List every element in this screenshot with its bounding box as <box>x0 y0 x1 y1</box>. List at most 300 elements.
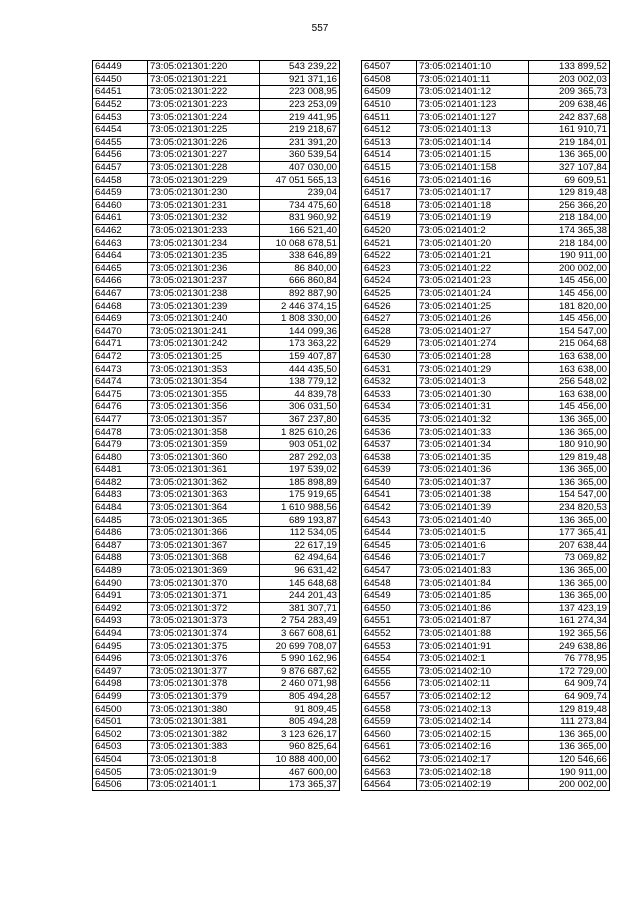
cadastral-value-cell: 407 030,00 <box>260 161 340 174</box>
row-number-cell: 64502 <box>93 728 148 741</box>
row-number-cell: 64561 <box>362 741 417 754</box>
row-number-cell: 64543 <box>362 514 417 527</box>
cadastral-value-cell: 249 638,86 <box>529 640 610 653</box>
table-row <box>93 741 340 754</box>
row-number-cell: 64521 <box>362 237 417 250</box>
cadastral-number-cell: 73:05:021301:354 <box>148 375 260 388</box>
table-row <box>362 665 610 678</box>
cadastral-value-cell: 133 899,52 <box>529 61 610 74</box>
cadastral-number-cell: 73:05:021401:2 <box>417 224 529 237</box>
cadastral-number-cell: 73:05:021301:357 <box>148 413 260 426</box>
cadastral-value-cell: 129 819,48 <box>529 451 610 464</box>
cadastral-number-cell: 73:05:021301:25 <box>148 350 260 363</box>
table-row <box>362 350 610 363</box>
row-number-cell: 64532 <box>362 375 417 388</box>
cadastral-number-cell: 73:05:021301:231 <box>148 199 260 212</box>
cadastral-value-cell: 145 456,00 <box>529 312 610 325</box>
table-row <box>93 73 340 86</box>
row-number-cell: 64476 <box>93 401 148 414</box>
cadastral-number-cell: 73:05:021301:379 <box>148 690 260 703</box>
row-number-cell: 64528 <box>362 325 417 338</box>
cadastral-number-cell: 73:05:021301:360 <box>148 451 260 464</box>
table-row <box>93 665 340 678</box>
cadastral-number-cell: 73:05:021401:21 <box>417 249 529 262</box>
cadastral-number-cell: 73:05:021301:232 <box>148 212 260 225</box>
row-number-cell: 64524 <box>362 275 417 288</box>
row-number-cell: 64515 <box>362 161 417 174</box>
table-row <box>362 766 610 779</box>
row-number-cell: 64558 <box>362 703 417 716</box>
cadastral-number-cell: 73:05:021301:9 <box>148 766 260 779</box>
cadastral-value-cell: 175 919,65 <box>260 489 340 502</box>
cadastral-number-cell: 73:05:021401:33 <box>417 426 529 439</box>
table-row <box>362 249 610 262</box>
cadastral-value-cell: 200 002,00 <box>529 778 610 791</box>
cadastral-value-cell: 306 031,50 <box>260 401 340 414</box>
cadastral-value-cell: 239,04 <box>260 186 340 199</box>
cadastral-value-cell: 137 423,19 <box>529 602 610 615</box>
cadastral-number-cell: 73:05:021301:226 <box>148 136 260 149</box>
cadastral-value-cell: 805 494,28 <box>260 715 340 728</box>
row-number-cell: 64456 <box>93 149 148 162</box>
table-row <box>362 741 610 754</box>
table-row <box>362 577 610 590</box>
row-number-cell: 64546 <box>362 552 417 565</box>
table-row <box>362 73 610 86</box>
cadastral-value-cell: 172 729,00 <box>529 665 610 678</box>
table-row <box>362 312 610 325</box>
row-number-cell: 64492 <box>93 602 148 615</box>
table-row <box>362 451 610 464</box>
table-row <box>362 753 610 766</box>
table-row <box>362 728 610 741</box>
table-row <box>93 678 340 691</box>
row-number-cell: 64549 <box>362 589 417 602</box>
row-number-cell: 64529 <box>362 338 417 351</box>
cadastral-number-cell: 73:05:021401:16 <box>417 174 529 187</box>
cadastral-value-cell: 2 754 283,49 <box>260 615 340 628</box>
cadastral-value-cell: 892 887,90 <box>260 287 340 300</box>
table-row <box>362 476 610 489</box>
row-number-cell: 64541 <box>362 489 417 502</box>
cadastral-value-cell: 145 456,00 <box>529 287 610 300</box>
cadastral-number-cell: 73:05:021401:91 <box>417 640 529 653</box>
cadastral-number-cell: 73:05:021301:222 <box>148 86 260 99</box>
cadastral-value-cell: 256 366,20 <box>529 199 610 212</box>
cadastral-value-cell: 360 539,54 <box>260 149 340 162</box>
table-row <box>93 199 340 212</box>
row-number-cell: 64489 <box>93 564 148 577</box>
cadastral-number-cell: 73:05:021301:380 <box>148 703 260 716</box>
cadastral-number-cell: 73:05:021401:25 <box>417 300 529 313</box>
table-row <box>362 703 610 716</box>
cadastral-number-cell: 73:05:021402:13 <box>417 703 529 716</box>
table-row <box>93 640 340 653</box>
table-row <box>93 728 340 741</box>
row-number-cell: 64467 <box>93 287 148 300</box>
cadastral-value-cell: 2 460 071,98 <box>260 678 340 691</box>
row-number-cell: 64533 <box>362 388 417 401</box>
cadastral-number-cell: 73:05:021301:356 <box>148 401 260 414</box>
table-row <box>93 98 340 111</box>
row-number-cell: 64480 <box>93 451 148 464</box>
cadastral-value-cell: 163 638,00 <box>529 388 610 401</box>
cadastral-number-cell: 73:05:021401:31 <box>417 401 529 414</box>
cadastral-value-cell: 192 365,56 <box>529 627 610 640</box>
row-number-cell: 64544 <box>362 526 417 539</box>
cadastral-number-cell: 73:05:021402:12 <box>417 690 529 703</box>
cadastral-number-cell: 73:05:021401:38 <box>417 489 529 502</box>
cadastral-value-cell: 96 631,42 <box>260 564 340 577</box>
table-row <box>362 413 610 426</box>
table-row <box>93 287 340 300</box>
table-row <box>362 98 610 111</box>
table-row <box>362 438 610 451</box>
table-row <box>93 61 340 74</box>
cadastral-number-cell: 73:05:021301:383 <box>148 741 260 754</box>
cadastral-number-cell: 73:05:021301:228 <box>148 161 260 174</box>
row-number-cell: 64504 <box>93 753 148 766</box>
row-number-cell: 64531 <box>362 363 417 376</box>
table-row <box>93 489 340 502</box>
cadastral-value-cell: 190 911,00 <box>529 249 610 262</box>
table-row <box>362 615 610 628</box>
table-row <box>362 388 610 401</box>
row-number-cell: 64485 <box>93 514 148 527</box>
row-number-cell: 64540 <box>362 476 417 489</box>
row-number-cell: 64525 <box>362 287 417 300</box>
cadastral-value-cell: 1 808 330,00 <box>260 312 340 325</box>
cadastral-value-cell: 180 910,90 <box>529 438 610 451</box>
table-row <box>93 627 340 640</box>
table-row <box>362 224 610 237</box>
table-row <box>93 501 340 514</box>
cadastral-value-cell: 20 699 708,07 <box>260 640 340 653</box>
cadastral-number-cell: 73:05:021301:373 <box>148 615 260 628</box>
cadastral-value-cell: 219 184,01 <box>529 136 610 149</box>
table-row <box>362 514 610 527</box>
cadastral-value-cell: 543 239,22 <box>260 61 340 74</box>
cadastral-value-cell: 181 820,00 <box>529 300 610 313</box>
row-number-cell: 64497 <box>93 665 148 678</box>
table-row <box>93 174 340 187</box>
table-row <box>93 149 340 162</box>
cadastral-value-cell: 44 839,78 <box>260 388 340 401</box>
row-number-cell: 64452 <box>93 98 148 111</box>
table-row <box>93 703 340 716</box>
table-row <box>362 111 610 124</box>
table-row <box>362 426 610 439</box>
cadastral-number-cell: 73:05:021401:10 <box>417 61 529 74</box>
row-number-cell: 64458 <box>93 174 148 187</box>
cadastral-value-cell: 120 546,66 <box>529 753 610 766</box>
table-row <box>93 602 340 615</box>
cadastral-number-cell: 73:05:021301:8 <box>148 753 260 766</box>
row-number-cell: 64483 <box>93 489 148 502</box>
cadastral-number-cell: 73:05:021402:18 <box>417 766 529 779</box>
cadastral-value-cell: 154 547,00 <box>529 325 610 338</box>
cadastral-value-cell: 903 051,02 <box>260 438 340 451</box>
table-row <box>93 111 340 124</box>
row-number-cell: 64557 <box>362 690 417 703</box>
row-number-cell: 64479 <box>93 438 148 451</box>
row-number-cell: 64534 <box>362 401 417 414</box>
row-number-cell: 64553 <box>362 640 417 653</box>
row-number-cell: 64470 <box>93 325 148 338</box>
row-number-cell: 64511 <box>362 111 417 124</box>
cadastral-value-cell: 76 778,95 <box>529 652 610 665</box>
cadastral-number-cell: 73:05:021401:12 <box>417 86 529 99</box>
cadastral-value-cell: 223 253,09 <box>260 98 340 111</box>
cadastral-number-cell: 73:05:021301:229 <box>148 174 260 187</box>
table-row <box>93 161 340 174</box>
table-row <box>362 186 610 199</box>
row-number-cell: 64554 <box>362 652 417 665</box>
cadastral-value-cell: 218 184,00 <box>529 212 610 225</box>
cadastral-number-cell: 73:05:021402:1 <box>417 652 529 665</box>
cadastral-number-cell: 73:05:021402:15 <box>417 728 529 741</box>
cadastral-number-cell: 73:05:021301:241 <box>148 325 260 338</box>
table-row <box>362 149 610 162</box>
table-row <box>362 275 610 288</box>
table-row <box>362 212 610 225</box>
table-row <box>93 514 340 527</box>
cadastral-number-cell: 73:05:021401:36 <box>417 464 529 477</box>
table-row <box>362 237 610 250</box>
cadastral-value-cell: 166 521,40 <box>260 224 340 237</box>
cadastral-value-cell: 136 365,00 <box>529 589 610 602</box>
cadastral-value-cell: 136 365,00 <box>529 564 610 577</box>
cadastral-value-cell: 86 840,00 <box>260 262 340 275</box>
row-number-cell: 64498 <box>93 678 148 691</box>
cadastral-value-cell: 734 475,60 <box>260 199 340 212</box>
table-row <box>362 375 610 388</box>
table-row <box>362 627 610 640</box>
table-row <box>93 438 340 451</box>
page-number: 557 <box>311 23 329 34</box>
cadastral-value-cell: 73 069,82 <box>529 552 610 565</box>
cadastral-value-cell: 3 123 626,17 <box>260 728 340 741</box>
cadastral-number-cell: 73:05:021401:123 <box>417 98 529 111</box>
table-row <box>362 86 610 99</box>
table-row <box>93 186 340 199</box>
cadastral-value-cell: 62 494,64 <box>260 552 340 565</box>
row-number-cell: 64471 <box>93 338 148 351</box>
table-row <box>362 640 610 653</box>
cadastral-value-cell: 136 365,00 <box>529 413 610 426</box>
row-number-cell: 64506 <box>93 778 148 791</box>
cadastral-value-cell: 154 547,00 <box>529 489 610 502</box>
table-row <box>93 526 340 539</box>
cadastral-number-cell: 73:05:021301:374 <box>148 627 260 640</box>
cadastral-value-cell: 209 365,73 <box>529 86 610 99</box>
cadastral-value-cell: 145 456,00 <box>529 275 610 288</box>
row-number-cell: 64459 <box>93 186 148 199</box>
row-number-cell: 64538 <box>362 451 417 464</box>
row-number-cell: 64508 <box>362 73 417 86</box>
cadastral-number-cell: 73:05:021401:19 <box>417 212 529 225</box>
row-number-cell: 64501 <box>93 715 148 728</box>
row-number-cell: 64490 <box>93 577 148 590</box>
table-row <box>362 715 610 728</box>
table-row <box>93 275 340 288</box>
cadastral-value-cell: 9 876 687,62 <box>260 665 340 678</box>
row-number-cell: 64487 <box>93 539 148 552</box>
cadastral-value-cell: 209 638,46 <box>529 98 610 111</box>
table-row <box>93 401 340 414</box>
cadastral-number-cell: 73:05:021401:85 <box>417 589 529 602</box>
cadastral-value-cell: 111 273,84 <box>529 715 610 728</box>
row-number-cell: 64453 <box>93 111 148 124</box>
cadastral-number-cell: 73:05:021301:230 <box>148 186 260 199</box>
table-row <box>362 539 610 552</box>
cadastral-value-cell: 136 365,00 <box>529 577 610 590</box>
cadastral-value-cell: 144 099,36 <box>260 325 340 338</box>
row-number-cell: 64457 <box>93 161 148 174</box>
row-number-cell: 64552 <box>362 627 417 640</box>
row-number-cell: 64464 <box>93 249 148 262</box>
table-row <box>93 715 340 728</box>
row-number-cell: 64499 <box>93 690 148 703</box>
table-row <box>362 199 610 212</box>
row-number-cell: 64466 <box>93 275 148 288</box>
table-row <box>362 338 610 351</box>
cadastral-value-cell: 218 184,00 <box>529 237 610 250</box>
table-row <box>93 690 340 703</box>
cadastral-value-cell: 64 909,74 <box>529 678 610 691</box>
cadastral-number-cell: 73:05:021401:34 <box>417 438 529 451</box>
row-number-cell: 64522 <box>362 249 417 262</box>
cadastral-value-cell: 145 456,00 <box>529 401 610 414</box>
table-row <box>362 174 610 187</box>
cadastral-number-cell: 73:05:021401:84 <box>417 577 529 590</box>
table-row <box>93 262 340 275</box>
table-row <box>362 161 610 174</box>
row-number-cell: 64520 <box>362 224 417 237</box>
cadastral-table-left <box>92 60 340 791</box>
table-row <box>362 564 610 577</box>
cadastral-number-cell: 73:05:021301:382 <box>148 728 260 741</box>
row-number-cell: 64550 <box>362 602 417 615</box>
row-number-cell: 64475 <box>93 388 148 401</box>
row-number-cell: 64461 <box>93 212 148 225</box>
cadastral-value-cell: 223 008,95 <box>260 86 340 99</box>
cadastral-value-cell: 173 365,37 <box>260 778 340 791</box>
table-row <box>93 388 340 401</box>
cadastral-value-cell: 689 193,87 <box>260 514 340 527</box>
table-row <box>362 136 610 149</box>
row-number-cell: 64493 <box>93 615 148 628</box>
cadastral-number-cell: 73:05:021402:16 <box>417 741 529 754</box>
row-number-cell: 64530 <box>362 350 417 363</box>
cadastral-value-cell: 219 218,67 <box>260 123 340 136</box>
table-row <box>93 413 340 426</box>
table-row <box>362 287 610 300</box>
cadastral-number-cell: 73:05:021301:240 <box>148 312 260 325</box>
table-row <box>362 300 610 313</box>
table-row <box>93 338 340 351</box>
cadastral-value-cell: 287 292,03 <box>260 451 340 464</box>
cadastral-value-cell: 174 365,38 <box>529 224 610 237</box>
row-number-cell: 64478 <box>93 426 148 439</box>
row-number-cell: 64516 <box>362 174 417 187</box>
row-number-cell: 64542 <box>362 501 417 514</box>
cadastral-number-cell: 73:05:021301:353 <box>148 363 260 376</box>
cadastral-number-cell: 73:05:021301:355 <box>148 388 260 401</box>
cadastral-value-cell: 64 909,74 <box>529 690 610 703</box>
cadastral-number-cell: 73:05:021401:86 <box>417 602 529 615</box>
cadastral-number-cell: 73:05:021301:381 <box>148 715 260 728</box>
cadastral-value-cell: 136 365,00 <box>529 464 610 477</box>
table-row <box>93 476 340 489</box>
row-number-cell: 64455 <box>93 136 148 149</box>
cadastral-value-cell: 177 365,41 <box>529 526 610 539</box>
row-number-cell: 64537 <box>362 438 417 451</box>
cadastral-number-cell: 73:05:021301:225 <box>148 123 260 136</box>
row-number-cell: 64523 <box>362 262 417 275</box>
cadastral-number-cell: 73:05:021301:368 <box>148 552 260 565</box>
row-number-cell: 64473 <box>93 363 148 376</box>
row-number-cell: 64563 <box>362 766 417 779</box>
cadastral-number-cell: 73:05:021401:20 <box>417 237 529 250</box>
cadastral-number-cell: 73:05:021301:376 <box>148 652 260 665</box>
cadastral-number-cell: 73:05:021401:87 <box>417 615 529 628</box>
row-number-cell: 64526 <box>362 300 417 313</box>
cadastral-number-cell: 73:05:021301:371 <box>148 589 260 602</box>
cadastral-value-cell: 136 365,00 <box>529 514 610 527</box>
row-number-cell: 64545 <box>362 539 417 552</box>
cadastral-number-cell: 73:05:021301:359 <box>148 438 260 451</box>
row-number-cell: 64548 <box>362 577 417 590</box>
row-number-cell: 64507 <box>362 61 417 74</box>
row-number-cell: 64482 <box>93 476 148 489</box>
row-number-cell: 64468 <box>93 300 148 313</box>
row-number-cell: 64503 <box>93 741 148 754</box>
cadastral-number-cell: 73:05:021301:227 <box>148 149 260 162</box>
row-number-cell: 64463 <box>93 237 148 250</box>
row-number-cell: 64535 <box>362 413 417 426</box>
table-row <box>93 652 340 665</box>
row-number-cell: 64555 <box>362 665 417 678</box>
cadastral-number-cell: 73:05:021401:274 <box>417 338 529 351</box>
cadastral-number-cell: 73:05:021401:18 <box>417 199 529 212</box>
cadastral-number-cell: 73:05:021301:367 <box>148 539 260 552</box>
cadastral-number-cell: 73:05:021401:3 <box>417 375 529 388</box>
cadastral-number-cell: 73:05:021401:7 <box>417 552 529 565</box>
cadastral-number-cell: 73:05:021301:366 <box>148 526 260 539</box>
table-row <box>93 753 340 766</box>
cadastral-value-cell: 163 638,00 <box>529 350 610 363</box>
cadastral-value-cell: 138 779,12 <box>260 375 340 388</box>
cadastral-value-cell: 327 107,84 <box>529 161 610 174</box>
row-number-cell: 64469 <box>93 312 148 325</box>
table-row <box>362 552 610 565</box>
row-number-cell: 64527 <box>362 312 417 325</box>
table-row <box>362 489 610 502</box>
cadastral-number-cell: 73:05:021301:363 <box>148 489 260 502</box>
cadastral-value-cell: 136 365,00 <box>529 149 610 162</box>
cadastral-value-cell: 219 441,95 <box>260 111 340 124</box>
cadastral-value-cell: 173 363,22 <box>260 338 340 351</box>
table-row <box>93 564 340 577</box>
cadastral-value-cell: 256 548,02 <box>529 375 610 388</box>
cadastral-number-cell: 73:05:021301:221 <box>148 73 260 86</box>
row-number-cell: 64451 <box>93 86 148 99</box>
table-row <box>93 363 340 376</box>
cadastral-number-cell: 73:05:021401:83 <box>417 564 529 577</box>
cadastral-value-cell: 22 617,19 <box>260 539 340 552</box>
row-number-cell: 64495 <box>93 640 148 653</box>
